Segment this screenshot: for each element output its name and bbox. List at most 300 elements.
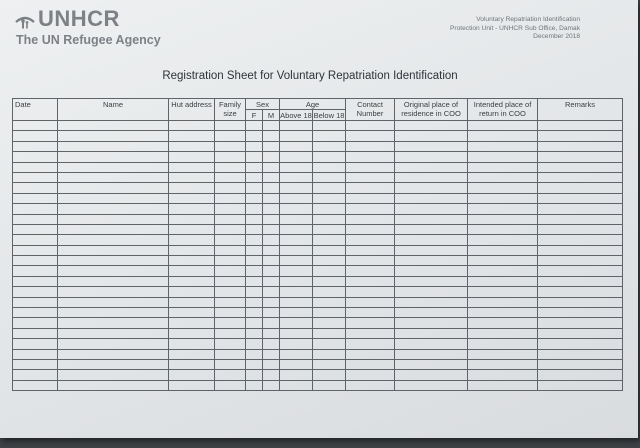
table-cell (58, 162, 169, 172)
table-cell (538, 245, 623, 255)
table-cell (280, 235, 313, 245)
table-cell (215, 276, 246, 286)
col-age-above-18: Above 18 (280, 111, 312, 120)
table-cell (13, 235, 58, 245)
table-cell (280, 308, 313, 318)
table-cell (346, 172, 395, 182)
table-cell (538, 328, 623, 338)
table-cell (263, 224, 280, 234)
table-cell (468, 214, 538, 224)
table-cell (468, 152, 538, 162)
table-cell (215, 380, 246, 390)
table-cell (395, 318, 468, 328)
table-cell (538, 276, 623, 286)
table-cell (468, 266, 538, 276)
table-cell (346, 131, 395, 141)
table-cell (169, 183, 215, 193)
table-cell (395, 349, 468, 359)
table-cell (468, 245, 538, 255)
table-cell (313, 287, 346, 297)
table-cell (346, 224, 395, 234)
col-intended-place: Intended place of return in COO (468, 99, 538, 121)
table-cell (246, 214, 263, 224)
table-cell (280, 204, 313, 214)
table-cell (395, 131, 468, 141)
col-sex: Sex (246, 99, 280, 110)
table-row (13, 121, 623, 131)
table-cell (313, 121, 346, 131)
table-cell (169, 276, 215, 286)
table-cell (280, 162, 313, 172)
table-cell (58, 339, 169, 349)
table-cell (215, 339, 246, 349)
table-cell (246, 297, 263, 307)
table-cell (395, 193, 468, 203)
table-cell (346, 370, 395, 380)
table-row (13, 380, 623, 390)
table-cell (468, 121, 538, 131)
table-cell (346, 339, 395, 349)
table-cell (395, 235, 468, 245)
table-cell (169, 224, 215, 234)
table-cell (13, 214, 58, 224)
table-cell (538, 214, 623, 224)
table-cell (468, 328, 538, 338)
table-cell (58, 214, 169, 224)
table-row (13, 349, 623, 359)
col-name: Name (58, 99, 169, 121)
table-cell (246, 193, 263, 203)
table-cell (246, 328, 263, 338)
table-row (13, 256, 623, 266)
table-cell (313, 183, 346, 193)
table-cell (169, 339, 215, 349)
table-cell (215, 297, 246, 307)
table-cell (263, 297, 280, 307)
table-row (13, 183, 623, 193)
office-line-date: December 2018 (533, 33, 580, 41)
table-cell (263, 287, 280, 297)
table-cell (395, 359, 468, 369)
table-cell (313, 131, 346, 141)
table-cell (169, 328, 215, 338)
table-cell (246, 224, 263, 234)
table-cell (215, 266, 246, 276)
table-cell (13, 328, 58, 338)
table-cell (263, 245, 280, 255)
table-cell (280, 256, 313, 266)
table-cell (246, 287, 263, 297)
table-cell (263, 318, 280, 328)
table-cell (246, 245, 263, 255)
table-cell (58, 131, 169, 141)
table-cell (538, 172, 623, 182)
table-cell (346, 287, 395, 297)
table-cell (263, 152, 280, 162)
table-cell (263, 235, 280, 245)
col-date: Date (13, 99, 58, 121)
table-cell (246, 276, 263, 286)
table-row (13, 141, 623, 151)
table-cell (215, 328, 246, 338)
table-cell (246, 141, 263, 151)
table-cell (58, 328, 169, 338)
table-cell (13, 121, 58, 131)
col-remarks: Remarks (538, 99, 623, 121)
table-cell (468, 318, 538, 328)
table-cell (58, 245, 169, 255)
table-cell (313, 359, 346, 369)
table-cell (58, 152, 169, 162)
table-cell (215, 256, 246, 266)
table-cell (263, 193, 280, 203)
table-cell (13, 256, 58, 266)
table-cell (13, 131, 58, 141)
table-row (13, 224, 623, 234)
table-cell (395, 152, 468, 162)
table-cell (58, 204, 169, 214)
table-cell (13, 349, 58, 359)
table-cell (169, 380, 215, 390)
table-cell (313, 256, 346, 266)
table-cell (246, 172, 263, 182)
table-cell (169, 297, 215, 307)
table-cell (263, 131, 280, 141)
table-cell (169, 193, 215, 203)
table-cell (13, 266, 58, 276)
table-cell (246, 204, 263, 214)
table-cell (538, 359, 623, 369)
table-cell (538, 152, 623, 162)
table-cell (468, 141, 538, 151)
table-cell (468, 287, 538, 297)
table-cell (13, 276, 58, 286)
table-cell (395, 380, 468, 390)
table-cell (13, 183, 58, 193)
table-cell (313, 141, 346, 151)
table-cell (263, 141, 280, 151)
table-cell (280, 339, 313, 349)
table-cell (169, 287, 215, 297)
table-row (13, 245, 623, 255)
table-cell (280, 287, 313, 297)
table-cell (246, 256, 263, 266)
table-cell (313, 235, 346, 245)
table-cell (13, 162, 58, 172)
table-cell (313, 318, 346, 328)
table-cell (346, 183, 395, 193)
table-cell (395, 266, 468, 276)
unhcr-emblem-icon (14, 8, 36, 30)
table-cell (263, 276, 280, 286)
table-cell (13, 318, 58, 328)
table-cell (395, 245, 468, 255)
table-cell (395, 370, 468, 380)
table-cell (263, 162, 280, 172)
table-cell (346, 256, 395, 266)
registration-table (12, 98, 623, 391)
table-cell (468, 349, 538, 359)
table-row (13, 131, 623, 141)
table-cell (346, 245, 395, 255)
table-cell (169, 318, 215, 328)
table-row (13, 266, 623, 276)
table-cell (246, 380, 263, 390)
table-cell (263, 328, 280, 338)
table-cell (468, 183, 538, 193)
table-row (13, 318, 623, 328)
table-cell (280, 370, 313, 380)
table-cell (280, 152, 313, 162)
table-row (13, 204, 623, 214)
table-cell (246, 152, 263, 162)
table-cell (468, 380, 538, 390)
table-cell (13, 141, 58, 151)
table-cell (215, 359, 246, 369)
table-cell (346, 141, 395, 151)
table-cell (169, 172, 215, 182)
agency-name: The UN Refugee Agency (16, 33, 161, 47)
table-cell (215, 193, 246, 203)
table-cell (538, 308, 623, 318)
table-cell (246, 266, 263, 276)
table-cell (280, 141, 313, 151)
table-cell (58, 297, 169, 307)
table-cell (468, 359, 538, 369)
table-cell (280, 183, 313, 193)
table-cell (280, 193, 313, 203)
table-cell (280, 328, 313, 338)
table-cell (395, 328, 468, 338)
office-line-unit: Protection Unit - UNHCR Sub Office, Damak (450, 24, 580, 32)
table-cell (58, 121, 169, 131)
table-cell (58, 256, 169, 266)
table-cell (246, 370, 263, 380)
registration-rows (13, 121, 623, 391)
table-cell (263, 308, 280, 318)
table-cell (263, 349, 280, 359)
table-cell (346, 297, 395, 307)
table-cell (346, 152, 395, 162)
table-cell (215, 162, 246, 172)
table-cell (538, 193, 623, 203)
table-cell (538, 339, 623, 349)
table-row (13, 287, 623, 297)
table-cell (313, 245, 346, 255)
unhcr-logo (14, 6, 161, 47)
table-cell (313, 370, 346, 380)
table-cell (263, 214, 280, 224)
table-row (13, 339, 623, 349)
col-sex-male: M (263, 110, 280, 121)
table-cell (169, 131, 215, 141)
table-cell (346, 328, 395, 338)
table-cell (280, 266, 313, 276)
table-cell (395, 172, 468, 182)
table-cell (538, 224, 623, 234)
table-cell (468, 235, 538, 245)
table-cell (395, 308, 468, 318)
table-cell (169, 214, 215, 224)
col-family-size: Family size (215, 99, 246, 121)
table-cell (169, 152, 215, 162)
table-cell (280, 349, 313, 359)
table-cell (313, 266, 346, 276)
table-cell (280, 276, 313, 286)
table-cell (246, 318, 263, 328)
table-cell (215, 152, 246, 162)
table-cell (395, 224, 468, 234)
table-row (13, 276, 623, 286)
office-line-project: Voluntary Repatriation Identification (476, 16, 580, 23)
table-cell (246, 359, 263, 369)
table-cell (263, 370, 280, 380)
table-cell (58, 193, 169, 203)
table-cell (313, 297, 346, 307)
table-cell (263, 183, 280, 193)
table-cell (169, 141, 215, 151)
table-cell (538, 162, 623, 172)
table-row (13, 214, 623, 224)
table-row (13, 162, 623, 172)
table-cell (263, 339, 280, 349)
table-cell (346, 349, 395, 359)
table-cell (13, 359, 58, 369)
table-cell (280, 224, 313, 234)
table-cell (313, 349, 346, 359)
table-cell (13, 308, 58, 318)
table-cell (280, 131, 313, 141)
table-cell (395, 214, 468, 224)
table-cell (313, 214, 346, 224)
table-cell (246, 162, 263, 172)
table-cell (468, 162, 538, 172)
table-cell (246, 235, 263, 245)
table-cell (468, 308, 538, 318)
table-cell (395, 339, 468, 349)
table-cell (313, 308, 346, 318)
table-cell (263, 121, 280, 131)
table-row (13, 172, 623, 182)
table-cell (13, 224, 58, 234)
table-cell (58, 308, 169, 318)
table-cell (246, 121, 263, 131)
table-cell (538, 287, 623, 297)
table-cell (58, 266, 169, 276)
table-cell (538, 318, 623, 328)
col-hut-address: Hut address (169, 99, 215, 121)
table-cell (169, 256, 215, 266)
table-cell (313, 193, 346, 203)
table-cell (169, 359, 215, 369)
table-cell (58, 370, 169, 380)
table-cell (395, 121, 468, 131)
table-cell (263, 359, 280, 369)
table-cell (13, 297, 58, 307)
table-cell (346, 214, 395, 224)
col-age: Age (280, 99, 346, 110)
table-cell (538, 183, 623, 193)
table-cell (58, 235, 169, 245)
table-cell (346, 193, 395, 203)
table-cell (395, 256, 468, 266)
table-cell (538, 204, 623, 214)
table-cell (169, 349, 215, 359)
table-cell (313, 172, 346, 182)
table-cell (215, 183, 246, 193)
col-sex-female: F (246, 110, 263, 121)
table-cell (313, 380, 346, 390)
table-cell (58, 287, 169, 297)
table-cell (13, 204, 58, 214)
table-cell (13, 193, 58, 203)
table-cell (346, 276, 395, 286)
office-info (450, 16, 580, 42)
table-cell (169, 266, 215, 276)
table-cell (215, 349, 246, 359)
table-cell (246, 183, 263, 193)
table-cell (58, 359, 169, 369)
table-row (13, 152, 623, 162)
table-cell (313, 204, 346, 214)
table-cell (538, 131, 623, 141)
table-cell (468, 193, 538, 203)
table-cell (468, 172, 538, 182)
table-cell (280, 297, 313, 307)
logo-wordmark: UNHCR (38, 6, 120, 31)
table-cell (346, 266, 395, 276)
table-cell (538, 141, 623, 151)
table-cell (58, 276, 169, 286)
table-cell (215, 172, 246, 182)
table-cell (13, 172, 58, 182)
table-row (13, 235, 623, 245)
table-cell (246, 131, 263, 141)
table-cell (313, 328, 346, 338)
table-cell (169, 370, 215, 380)
table-cell (215, 235, 246, 245)
table-cell (169, 204, 215, 214)
table-cell (263, 380, 280, 390)
table-cell (58, 141, 169, 151)
table-cell (215, 245, 246, 255)
table-row (13, 328, 623, 338)
table-cell (58, 172, 169, 182)
table-row (13, 370, 623, 380)
table-cell (169, 308, 215, 318)
table-cell (246, 339, 263, 349)
table-cell (346, 121, 395, 131)
table-cell (395, 183, 468, 193)
table-cell (280, 245, 313, 255)
table-cell (13, 370, 58, 380)
table-cell (246, 308, 263, 318)
table-cell (263, 172, 280, 182)
table-cell (169, 121, 215, 131)
table-cell (346, 235, 395, 245)
table-cell (538, 256, 623, 266)
table-cell (538, 121, 623, 131)
table-cell (280, 318, 313, 328)
table-cell (280, 359, 313, 369)
table-cell (13, 152, 58, 162)
table-cell (280, 214, 313, 224)
table-cell (538, 380, 623, 390)
table-cell (346, 204, 395, 214)
table-row (13, 193, 623, 203)
table-cell (346, 359, 395, 369)
table-cell (263, 256, 280, 266)
